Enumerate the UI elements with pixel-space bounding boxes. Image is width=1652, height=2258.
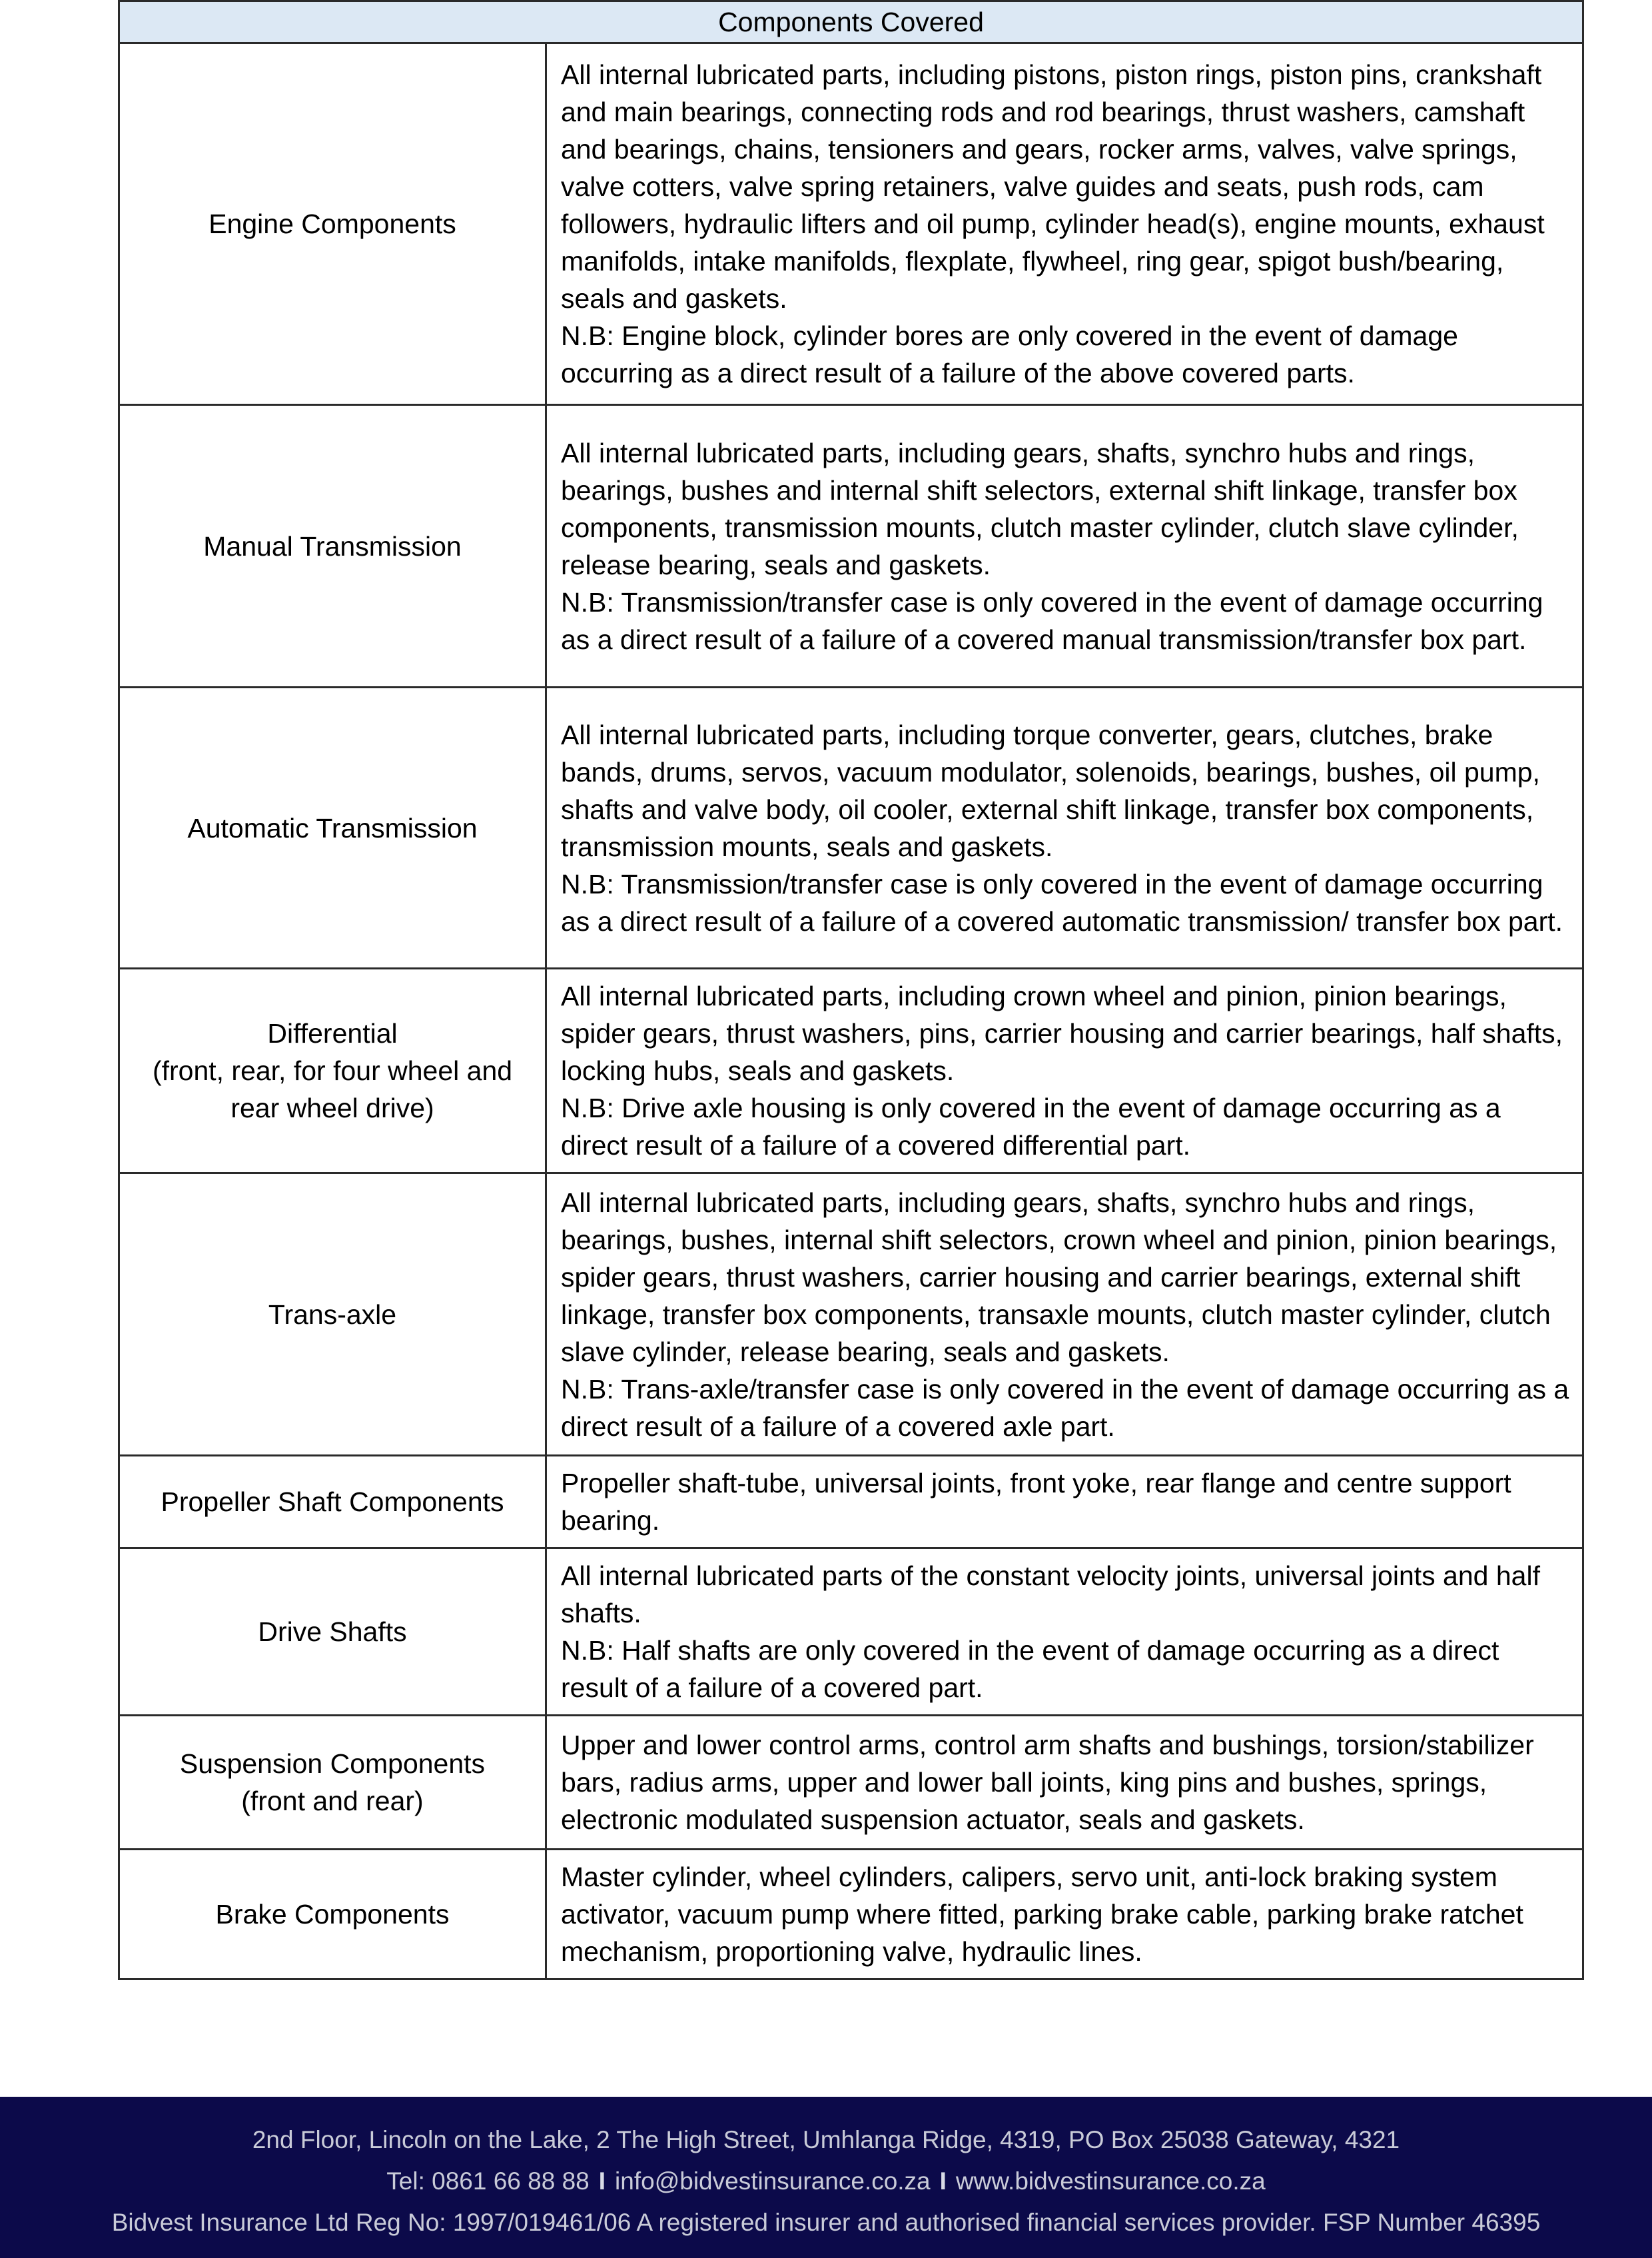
- description-paragraph: Master cylinder, wheel cylinders, calipers, servo unit, anti-lock braking system activator, vacuum pump where fitted, parking brake cable, parking brake ratchet mechanism, proportioning valve, hydraulic lines.: [561, 1862, 1523, 1967]
- footer-contact-line: [0, 2167, 1652, 2195]
- component-label: [119, 1548, 546, 1716]
- description-paragraph: All internal lubricated parts, including gears, shafts, synchro hubs and rings, bearings, bushes, internal shift selectors, crown wheel and pinion, pinion bearings, spider gears, thrust washers, carrier housing and carrier bearings, external shift linkage, transfer box components, transaxle mounts, clutch master cylinder, clutch slave cylinder, release bearing, seals and gaskets.: [561, 1187, 1557, 1367]
- label-line: (front and rear): [241, 1786, 424, 1816]
- description-paragraph: All internal lubricated parts, including crown wheel and pinion, pinion bearings, spider gears, thrust washers, pins, carrier housing and carrier bearings, half shafts, locking hubs, seals and gaskets.: [561, 981, 1563, 1086]
- nb-note: N.B: Transmission/transfer case is only covered in the event of damage occurring as a direct result of a failure of a covered automatic transmission/ transfer box part.: [561, 868, 1563, 937]
- page-footer: [0, 2097, 1652, 2258]
- table-row: [119, 688, 1583, 969]
- label-line: Suspension Components: [179, 1748, 486, 1779]
- table-row: [119, 1548, 1583, 1716]
- table-header-row: [119, 1, 1583, 43]
- table-row: [119, 1850, 1583, 1979]
- footer-website-link[interactable]: www.bidvestinsurance.co.za: [955, 2167, 1266, 2195]
- component-description: [546, 1456, 1583, 1548]
- footer-address: 2nd Floor, Lincoln on the Lake, 2 The High Street, Umhlanga Ridge, 4319, PO Box 25038 Gateway, 4321: [252, 2126, 1400, 2153]
- table-row: [119, 1173, 1583, 1456]
- description-paragraph: Upper and lower control arms, control arm shafts and bushings, torsion/stabilizer bars, radius arms, upper and lower ball joints, king pins and bushes, springs, electronic modulated suspension actuator, seals and gaskets.: [561, 1730, 1534, 1835]
- label-line: Engine Components: [208, 209, 456, 239]
- table-row: [119, 43, 1583, 405]
- component-label: [119, 1173, 546, 1456]
- component-description: [546, 43, 1583, 405]
- description-paragraph: All internal lubricated parts, including torque converter, gears, clutches, brake bands, drums, servos, vacuum modulator, solenoids, bearings, bushes, oil pump, shafts and valve body, oil cooler, external shift linkage, transfer box components, transmission mounts, seals and gaskets.: [561, 719, 1540, 862]
- label-line: Brake Components: [215, 1899, 450, 1930]
- component-label: [119, 405, 546, 688]
- footer-separator: I: [598, 2167, 606, 2195]
- label-line: rear wheel drive): [230, 1093, 434, 1123]
- nb-note: N.B: Half shafts are only covered in the event of damage occurring as a direct result of a failure of a covered part.: [561, 1635, 1499, 1703]
- description-paragraph: Propeller shaft-tube, universal joints, front yoke, rear flange and centre support bearing.: [561, 1468, 1511, 1536]
- nb-note: N.B: Drive axle housing is only covered in the event of damage occurring as a direct result of a failure of a covered differential part.: [561, 1093, 1501, 1161]
- table-row: [119, 969, 1583, 1173]
- component-description: [546, 1173, 1583, 1456]
- table-body: [119, 43, 1583, 1979]
- label-line: (front, rear, for four wheel and: [152, 1055, 513, 1086]
- footer-phone: Tel: 0861 66 88 88: [386, 2167, 590, 2195]
- component-label: [119, 688, 546, 969]
- label-line: Trans-axle: [268, 1299, 397, 1330]
- component-label: [119, 1850, 546, 1979]
- component-description: [546, 688, 1583, 969]
- label-line: Automatic Transmission: [187, 812, 478, 844]
- footer-email-link[interactable]: info@bidvestinsurance.co.za: [615, 2167, 931, 2195]
- footer-separator: I: [939, 2167, 947, 2195]
- component-label: [119, 43, 546, 405]
- description-paragraph: All internal lubricated parts, including gears, shafts, synchro hubs and rings, bearings, bushes and internal shift selectors, external shift linkage, transfer box components, transmission mounts, clutch master cylinder, clutch slave cylinder, release bearing, seals and gaskets.: [561, 437, 1519, 580]
- component-description: [546, 405, 1583, 688]
- component-description: [546, 1548, 1583, 1716]
- components-covered-table: [118, 0, 1584, 1980]
- description-paragraph: All internal lubricated parts of the constant velocity joints, universal joints and half shafts.: [561, 1560, 1540, 1628]
- description-paragraph: All internal lubricated parts, including pistons, piston rings, piston pins, crankshaft and main bearings, connecting rods and rod bearings, thrust washers, camshaft and bearings, chains, tensioners and gears, rocker arms, valves, valve springs, valve cotters, valve spring retainers, valve guides and seats, push rods, cam followers, hydraulic lifters and oil pump, cylinder head(s), engine mounts, exhaust manifolds, intake manifolds, flexplate, flywheel, ring gear, spigot bush/bearing, seals and gaskets.: [561, 59, 1545, 314]
- component-label: [119, 1716, 546, 1850]
- label-line: Drive Shafts: [258, 1616, 407, 1647]
- component-description: [546, 1850, 1583, 1979]
- component-label: [119, 969, 546, 1173]
- table-header: Components Covered: [119, 1, 1583, 43]
- label-line: Manual Transmission: [203, 530, 462, 562]
- nb-note: N.B: Transmission/transfer case is only covered in the event of damage occurring as a direct result of a failure of a covered manual transmission/transfer box part.: [561, 586, 1543, 655]
- table-row: [119, 1456, 1583, 1548]
- label-line: Differential: [267, 1018, 398, 1049]
- table-row: [119, 1716, 1583, 1850]
- label-line: Propeller Shaft Components: [161, 1486, 504, 1517]
- component-label: [119, 1456, 546, 1548]
- nb-note: N.B: Trans-axle/transfer case is only covered in the event of damage occurring as a direct result of a failure of a covered axle part.: [561, 1373, 1569, 1442]
- footer-registration: Bidvest Insurance Ltd Reg No: 1997/019461/06 A registered insurer and authorised financial services provider. FSP Number 46395: [111, 2209, 1541, 2236]
- component-description: [546, 969, 1583, 1173]
- component-description: [546, 1716, 1583, 1850]
- table-row: [119, 405, 1583, 688]
- nb-note: N.B: Engine block, cylinder bores are only covered in the event of damage occurring as a direct result of a failure of the above covered parts.: [561, 320, 1458, 388]
